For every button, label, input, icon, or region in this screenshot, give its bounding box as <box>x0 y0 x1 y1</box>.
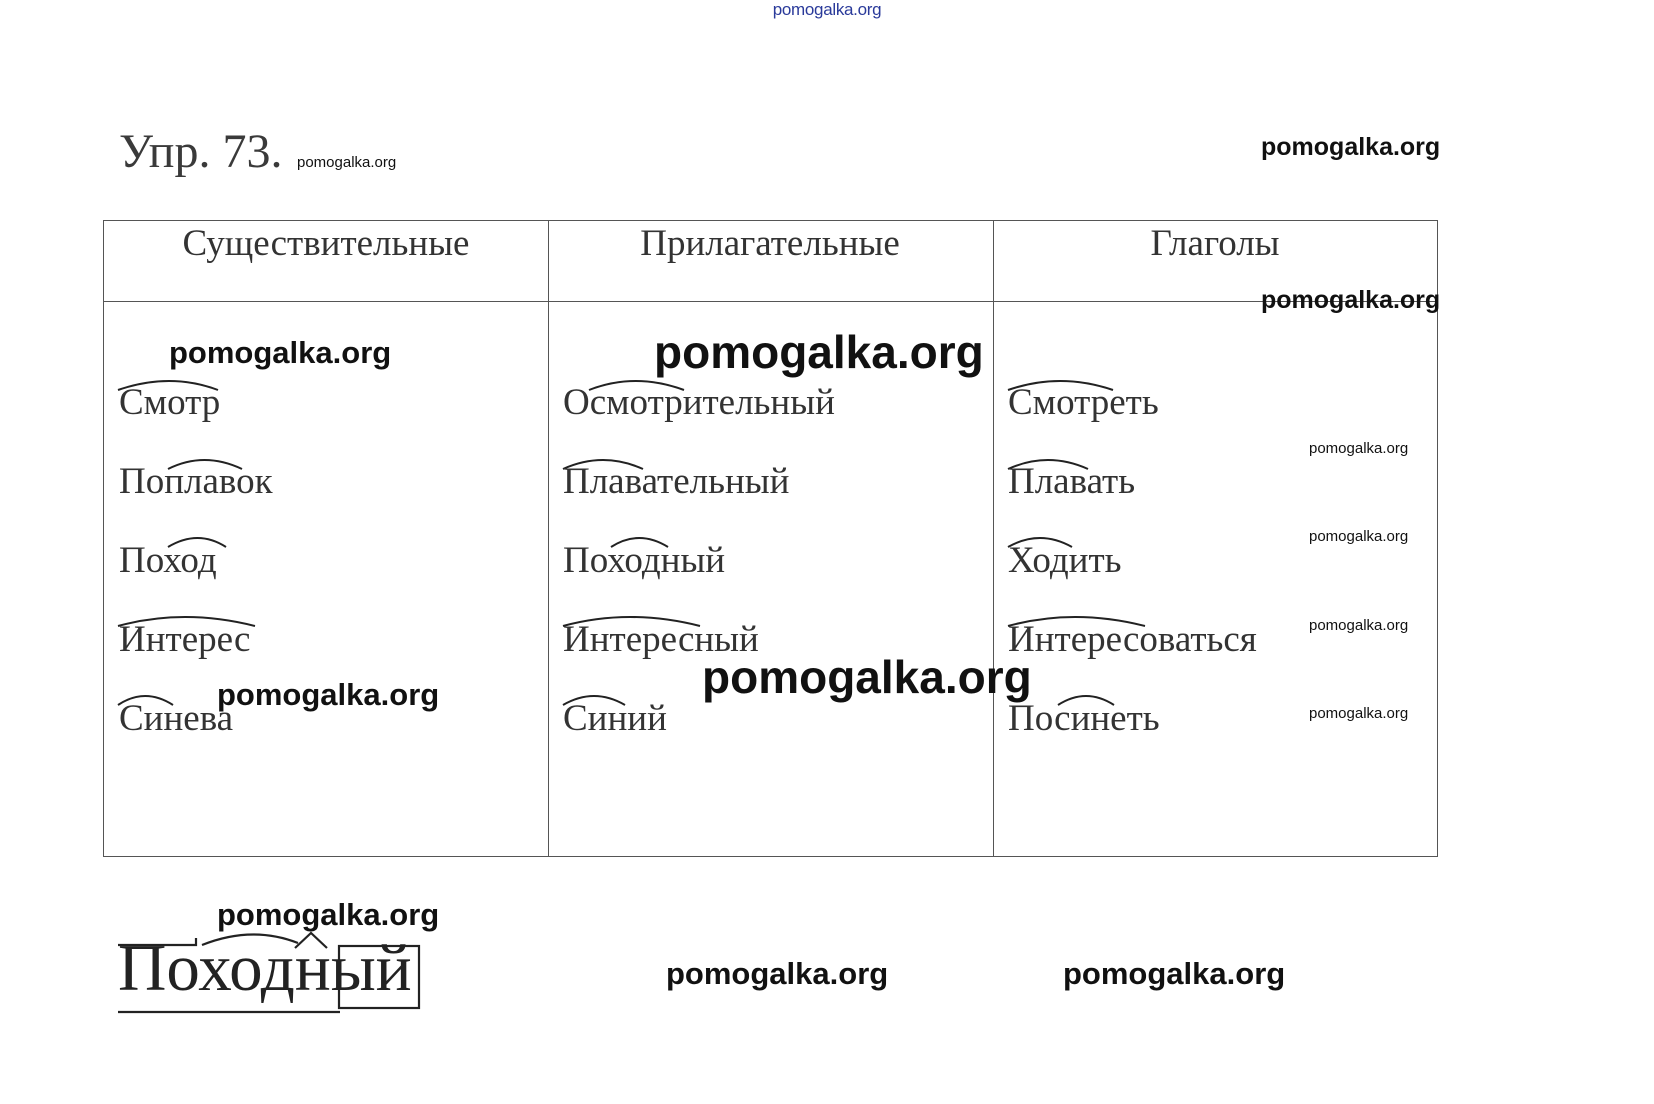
header-adjectives: Прилагательные <box>640 223 900 264</box>
watermark: pomogalka.org <box>1309 705 1409 722</box>
watermark: pomogalka.org <box>1261 286 1441 314</box>
watermark: pomogalka.org <box>1309 440 1409 457</box>
watermark: pomogalka.org <box>169 335 392 370</box>
adjective-word: Синий <box>563 698 667 739</box>
header-verbs: Глаголы <box>1150 223 1280 264</box>
watermark: pomogalka.org <box>1261 133 1441 161</box>
header-watermark: pomogalka.org <box>772 0 882 19</box>
verb-word: Посинеть <box>1008 698 1160 739</box>
verb-word: Плавать <box>1008 461 1136 502</box>
watermark: pomogalka.org <box>217 897 440 932</box>
morpheme-suffix: н <box>294 931 331 1005</box>
watermark: pomogalka.org <box>702 651 1032 703</box>
watermark: pomogalka.org <box>217 677 440 712</box>
suffix-mark <box>295 933 327 948</box>
watermark: pomogalka.org <box>1309 617 1409 634</box>
prefix-mark <box>118 938 196 945</box>
morpheme-ending: ый <box>330 931 412 1005</box>
exercise-title-text: Упр. 73. <box>119 125 283 178</box>
noun-word: Синева <box>119 698 234 739</box>
watermark: pomogalka.org <box>666 956 889 991</box>
noun-word: Смотр <box>119 382 221 423</box>
header-nouns: Существительные <box>182 223 470 264</box>
adjective-word: Осмотрительный <box>563 382 835 423</box>
adjective-word: Плавательный <box>563 461 790 502</box>
watermark: pomogalka.org <box>1063 956 1286 991</box>
ending-box <box>339 946 419 1008</box>
watermark: pomogalka.org <box>297 154 397 171</box>
noun-word: Поплавок <box>119 461 273 502</box>
noun-word: Интерес <box>119 619 251 660</box>
root-mark <box>202 934 298 945</box>
watermark: pomogalka.org <box>654 326 984 378</box>
verb-word: Интересоваться <box>1008 619 1257 660</box>
watermark: pomogalka.org <box>1309 528 1409 545</box>
adjective-word: Походный <box>563 540 726 581</box>
adjective-word: Интересный <box>563 619 759 660</box>
noun-word: Поход <box>119 540 217 581</box>
morpheme-base: Поход <box>118 931 295 1005</box>
verb-word: Смотреть <box>1008 382 1159 423</box>
verb-word: Ходить <box>1008 540 1122 581</box>
